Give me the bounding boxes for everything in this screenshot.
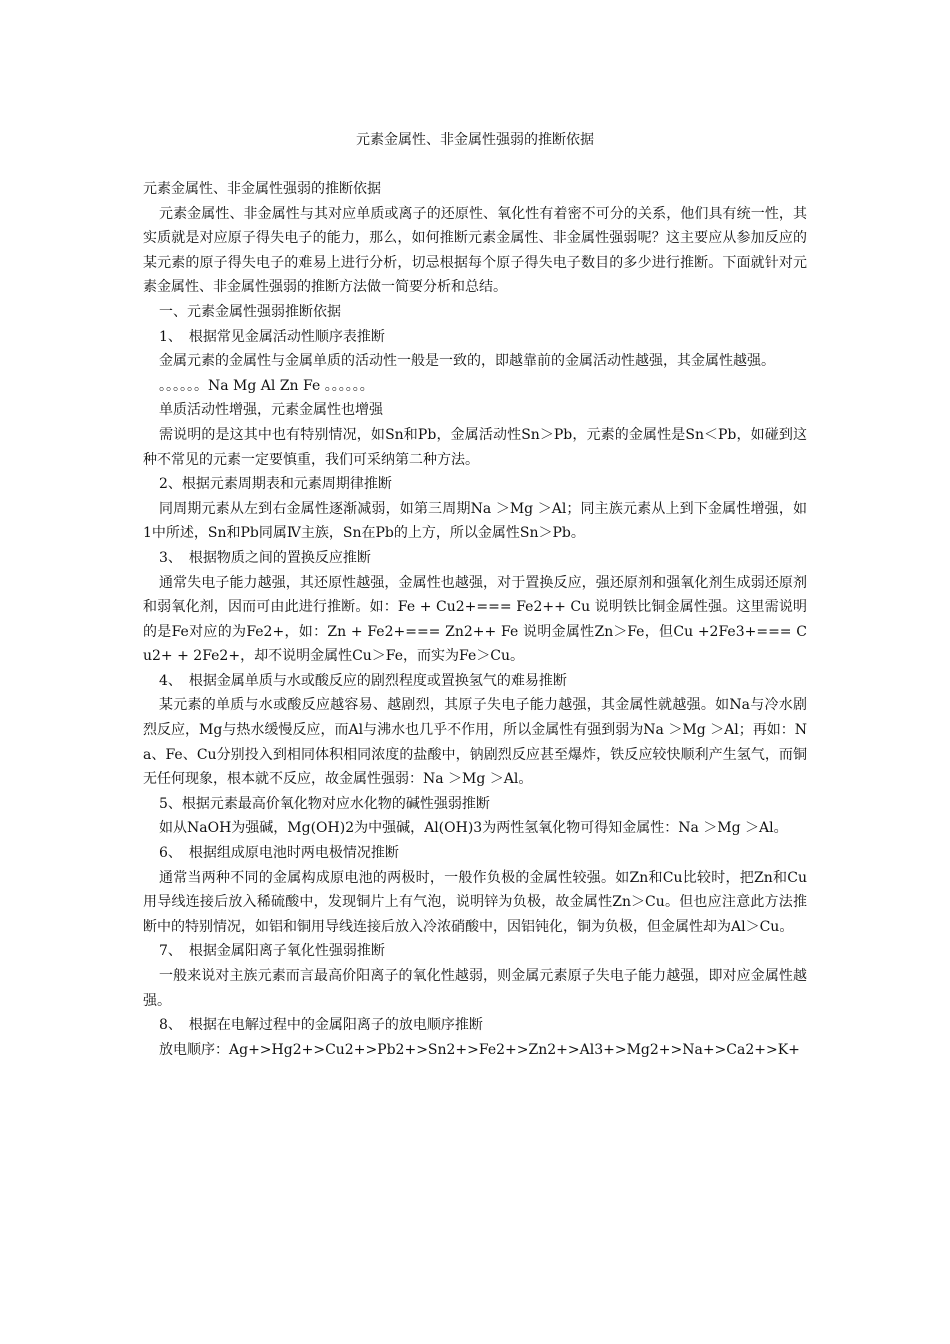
paragraph: 需说明的是这其中也有特别情况，如Sn和Pb，金属活动性Sn＞Pb，元素的金属性是Sn＜Pb，如碰到这种不常见的元素一定要慎重，我们可采纳第二种方法。 xyxy=(143,426,807,468)
document-body xyxy=(143,177,807,1062)
paragraph: 如从NaOH为强碱，Mg(OH)2为中强碱，Al(OH)3为两性氢氧化物可得知金属性：Na ＞Mg ＞Al。 xyxy=(159,820,788,837)
paragraph: 单质活动性增强，元素金属性也增强 xyxy=(159,402,383,419)
paragraph: 放电顺序：Ag+>Hg2+>Cu2+>Pb2+>Sn2+>Fe2+>Zn2+>Al3+>Mg2+>Na+>Ca2+>K+ xyxy=(159,1041,800,1058)
paragraph: 同周期元素从左到右金属性逐渐减弱，如第三周期Na ＞Mg ＞Al；同主族元素从上到下金属性增强，如1中所述，Sn和Pb同属Ⅳ主族，Sn在Pb的上方，所以金属性Sn＞Pb。 xyxy=(143,500,807,542)
paragraph: 1、 根据常见金属活动性顺序表推断 xyxy=(159,328,385,345)
paragraph: 一、元素金属性强弱推断依据 xyxy=(159,303,341,320)
paragraph: 4、 根据金属单质与水或酸反应的剧烈程度或置换氢气的难易推断 xyxy=(159,672,567,689)
paragraph: 。。。。。。Na Mg Al Zn Fe 。。。。。。 xyxy=(159,377,374,394)
paragraph: 通常失电子能力越强，其还原性越强，金属性也越强，对于置换反应，强还原剂和强氧化剂生成弱还原剂和弱氧化剂，因而可由此进行推断。如：Fe + Cu2+=== Fe2++ Cu 说明铁比铜金属性强。这里需说明的是Fe对应的为Fe2+，如：Zn + Fe2+=== Zn2++ Fe 说明金属性Zn＞Fe，但Cu +2Fe3+=== Cu2+ + 2Fe2+，却不说明金属性Cu＞Fe，而实为Fe＞Cu。 xyxy=(143,574,807,665)
page-title: 元素金属性、非金属性强弱的推断依据 xyxy=(356,132,594,148)
paragraph: 一般来说对主族元素而言最高价阳离子的氧化性越弱，则金属元素原子失电子能力越强，即对应金属性越强。 xyxy=(143,968,807,1009)
paragraph: 元素金属性、非金属性与其对应单质或离子的还原性、氧化性有着密不可分的关系，他们具有统一性，其实质就是对应原子得失电子的能力，那么，如何推断元素金属性、非金属性强弱呢？这主要应从参加反应的某元素的原子得失电子的难易上进行分析，切忌根据每个原子得失电子数目的多少进行推断。下面就针对元素金属性、非金属性强弱的推断方法做一简要分析和总结。 xyxy=(143,205,807,296)
paragraph: 3、 根据物质之间的置换反应推断 xyxy=(159,549,371,566)
paragraph: 金属元素的金属性与金属单质的活动性一般是一致的，即越靠前的金属活动性越强，其金属性越强。 xyxy=(159,353,775,370)
paragraph: 2、根据元素周期表和元素周期律推断 xyxy=(159,476,392,493)
paragraph: 5、根据元素最高价氧化物对应水化物的碱性强弱推断 xyxy=(159,795,490,812)
paragraph: 元素金属性、非金属性强弱的推断依据 xyxy=(143,181,381,197)
paragraph: 7、 根据金属阳离子氧化性强弱推断 xyxy=(159,943,385,960)
paragraph: 6、 根据组成原电池时两电极情况推断 xyxy=(159,845,399,862)
paragraph: 某元素的单质与水或酸反应越容易、越剧烈，其原子失电子能力越强，其金属性就越强。如Na与冷水剧烈反应，Mg与热水缓慢反应，而Al与沸水也几乎不作用，所以金属性有强到弱为Na ＞Mg ＞Al；再如：Na、Fe、Cu分别投入到相同体积相同浓度的盐酸中，钠剧烈反应甚至爆炸，铁反应较快顺利产生氢气，而铜无任何现象，根本就不反应，故金属性强弱：Na ＞Mg ＞Al。 xyxy=(143,697,807,788)
paragraph: 8、 根据在电解过程中的金属阳离子的放电顺序推断 xyxy=(159,1017,483,1034)
paragraph: 通常当两种不同的金属构成原电池的两极时，一般作负极的金属性较强。如Zn和Cu比较时，把Zn和Cu用导线连接后放入稀硫酸中，发现铜片上有气泡，说明锌为负极，故金属性Zn＞Cu。但也应注意此方法推断中的特别情况，如铝和铜用导线连接后放入冷浓硝酸中，因铝钝化，铜为负极，但金属性却为Al＞Cu。 xyxy=(143,869,807,935)
